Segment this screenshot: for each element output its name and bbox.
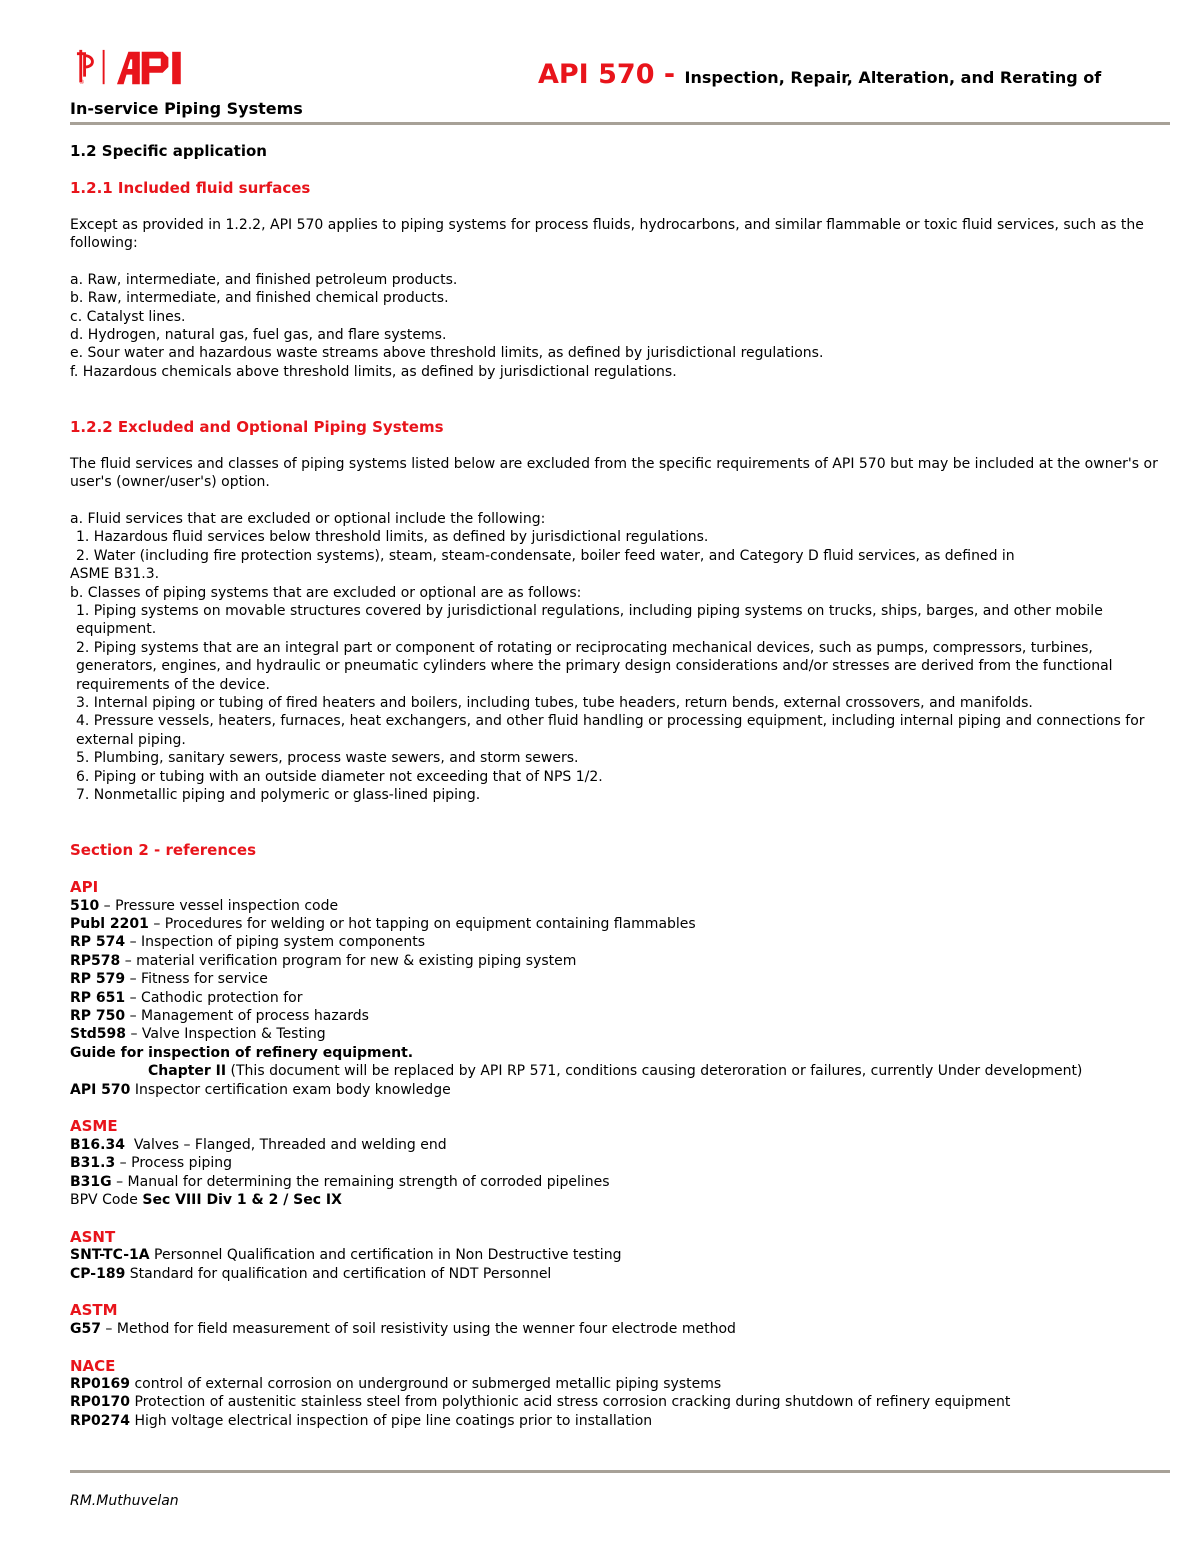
list-item: 2. Piping systems that are an integral part or component of rotating or reciprocating mechanical devices, such as pumps, compressors, turbines, generators, engines, and hydraulic or pneumatic cylinders where the primary design considerations and/or stresses are derived from the functional requirements of the device. — [76, 639, 1113, 693]
reference-item: 510 – Pressure vessel inspection code — [70, 897, 339, 914]
api-logo — [70, 48, 202, 88]
reference-item: RP578 – material verification program for new & existing piping system — [70, 952, 577, 969]
list-item: 3. Internal piping or tubing of fired heaters and boilers, including tubes, tube headers, return bends, external crossovers, and manifolds. — [76, 695, 1033, 712]
reference-item: CP-189 Standard for qualification and certification of NDT Personnel — [70, 1265, 552, 1282]
list-item: 6. Piping or tubing with an outside diameter not exceeding that of NPS 1/2. — [76, 768, 603, 785]
title-main: API 570 — [538, 59, 655, 90]
list-item: d. Hydrogen, natural gas, fuel gas, and flare systems. — [70, 327, 447, 344]
reference-item: Publ 2201 – Procedures for welding or hot tapping on equipment containing flammables — [70, 915, 696, 932]
list-item: b. Raw, intermediate, and finished chemical products. — [70, 290, 449, 307]
reference-item: RP 579 – Fitness for service — [70, 971, 268, 988]
heading-api: API — [70, 878, 99, 897]
title-dash: - — [654, 59, 685, 90]
list-item: c. Catalyst lines. — [70, 308, 186, 325]
list-item: 2. Water (including fire protection systems), steam, steam-condensate, boiler feed water, and Category D fluid services, as defined in — [76, 547, 1015, 564]
reference-chapter: Chapter II (This document will be replaced by API RP 571, conditions causing deteroration or failures, currently Under development) — [148, 1063, 1083, 1080]
heading-asnt: ASNT — [70, 1227, 116, 1246]
heading-1-2-1: 1.2.1 Included fluid surfaces — [70, 178, 311, 197]
reference-item: RP 651 – Cathodic protection for — [70, 989, 303, 1006]
footer-author: RM.Muthuvelan — [70, 1493, 179, 1509]
list-item: b. Classes of piping systems that are excluded or optional are as follows: — [70, 584, 582, 601]
list-item: a. Fluid services that are excluded or optional include the following: — [70, 511, 546, 528]
paragraph-1-2-1-intro: Except as provided in 1.2.2, API 570 applies to piping systems for process fluids, hydrocarbons, and similar flammable or toxic fluid services, such as the following: — [70, 216, 1144, 251]
document-subtitle: In-service Piping Systems — [70, 99, 303, 118]
reference-item: G57 – Method for field measurement of soil resistivity using the wenner four electrode method — [70, 1320, 736, 1337]
reference-item: RP0170 Protection of austenitic stainless steel from polythionic acid stress corrosion cracking during shutdown of refinery equipment — [70, 1394, 1011, 1411]
list-item: a. Raw, intermediate, and finished petroleum products. — [70, 271, 458, 288]
list-item: 4. Pressure vessels, heaters, furnaces, heat exchangers, and other fluid handling or processing equipment, including internal piping and connections for external piping. — [76, 713, 1145, 748]
footer-rule — [70, 1470, 1170, 1473]
reference-guide: Guide for inspection of refinery equipment. — [70, 1044, 414, 1061]
heading-astm: ASTM — [70, 1301, 118, 1320]
list-item: 5. Plumbing, sanitary sewers, process waste sewers, and storm sewers. — [76, 750, 579, 767]
document-title — [538, 59, 1102, 90]
list-item: f. Hazardous chemicals above threshold limits, as defined by jurisdictional regulations. — [70, 363, 677, 380]
list-item: 1. Piping systems on movable structures covered by jurisdictional regulations, including piping systems on trucks, ships, barges, and other mobile equipment. — [76, 603, 1103, 638]
reference-item: RP0274 High voltage electrical inspection of pipe line coatings prior to installation — [70, 1412, 653, 1429]
reference-item: RP0169 control of external corrosion on underground or submerged metallic piping systems — [70, 1376, 722, 1392]
heading-asme: ASME — [70, 1117, 118, 1136]
header-rule — [70, 122, 1170, 125]
reference-item: RP 750 – Management of process hazards — [70, 1007, 369, 1024]
list-item: e. Sour water and hazardous waste streams above threshold limits, as defined by jurisdictional regulations. — [70, 345, 824, 362]
list-item: 7. Nonmetallic piping and polymeric or glass-lined piping. — [76, 787, 481, 804]
list-item: 1. Hazardous fluid services below threshold limits, as defined by jurisdictional regulations. — [76, 529, 709, 546]
reference-item: B31.3 – Process piping — [70, 1155, 232, 1172]
heading-1-2: 1.2 Specific application — [70, 142, 267, 160]
reference-item: Std598 – Valve Inspection & Testing — [70, 1026, 326, 1043]
reference-item: BPV Code Sec VIII Div 1 & 2 / Sec IX — [70, 1191, 342, 1208]
reference-item: API 570 Inspector certification exam body knowledge — [70, 1081, 451, 1098]
heading-nace: NACE — [70, 1356, 116, 1375]
reference-item: B31G – Manual for determining the remaining strength of corroded pipelines — [70, 1173, 610, 1190]
api-emblem-icon — [77, 50, 92, 86]
reference-item: B16.34 Valves – Flanged, Threaded and welding end — [70, 1136, 447, 1153]
api-wordmark-icon — [117, 52, 181, 84]
reference-item: RP 574 – Inspection of piping system components — [70, 934, 426, 951]
title-rest: Inspection, Repair, Alteration, and Rerating of — [684, 68, 1102, 87]
heading-section-2: Section 2 - references — [70, 841, 257, 860]
paragraph-1-2-2-intro: The fluid services and classes of piping systems listed below are excluded from the specific requirements of API 570 but may be included at the owner's or user's (owner/user's) option. — [70, 455, 1158, 491]
svg-text:®: ® — [78, 80, 85, 87]
heading-1-2-2: 1.2.2 Excluded and Optional Piping Systems — [70, 418, 444, 437]
reference-item: SNT-TC-1A Personnel Qualification and certification in Non Destructive testing — [70, 1247, 622, 1264]
list-item-continuation: ASME B31.3. — [70, 566, 160, 583]
document-body — [70, 140, 1160, 1430]
